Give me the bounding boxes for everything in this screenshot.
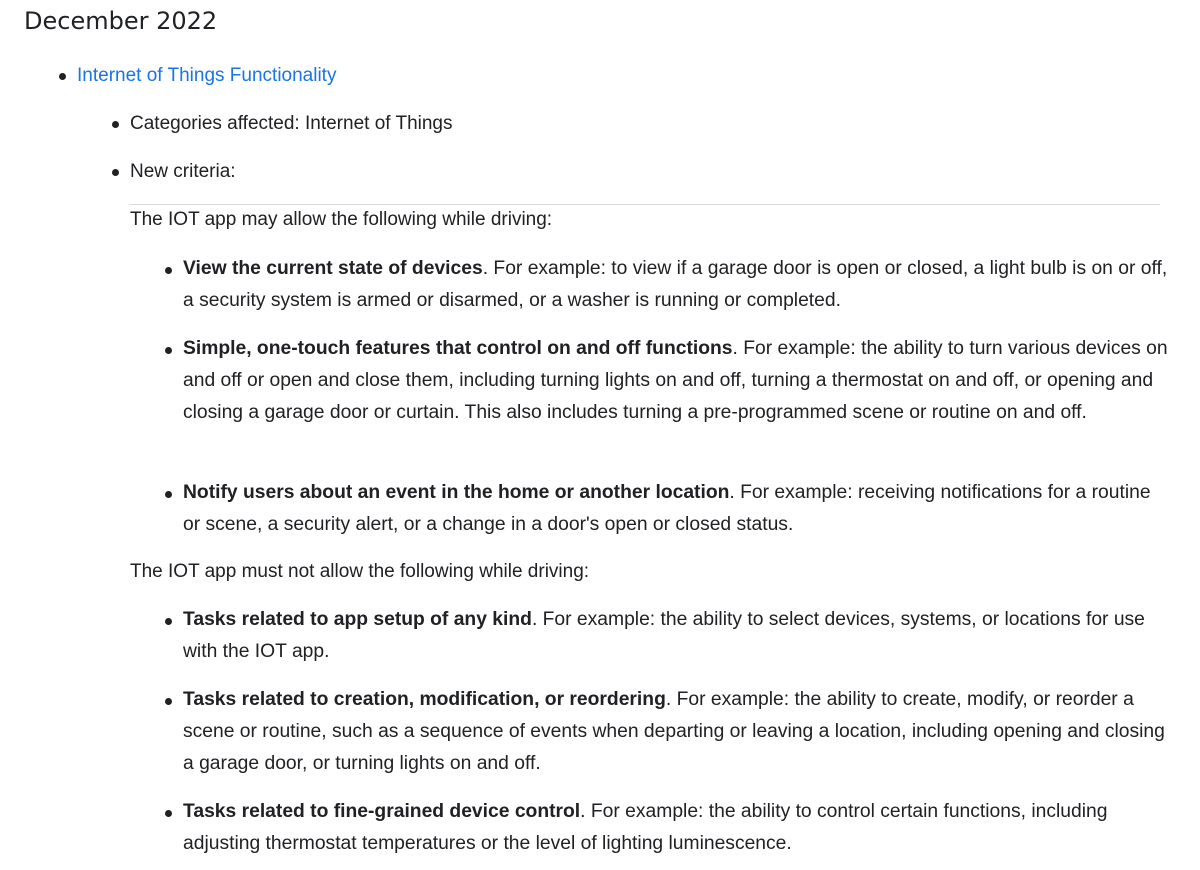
section-divider — [129, 204, 1160, 205]
disallowed-item — [183, 796, 1168, 860]
bullet-icon — [165, 810, 172, 817]
bullet-icon — [112, 169, 119, 176]
allowed-item — [183, 253, 1168, 317]
bullet-icon — [165, 347, 172, 354]
allowed-item-text: . For example: the ability to turn various devices on and off or open and close them, including turning lights on and off, turning a thermostat on and off, or opening and closing a garage door or curtain. This also includes turning a pre-programmed scene or routine on and off. — [183, 338, 1168, 423]
bullet-icon — [165, 618, 172, 625]
categories-affected-text: Categories affected: Internet of Things — [130, 113, 453, 134]
allowed-item-title: Notify users about an event in the home or another location — [183, 482, 730, 503]
allowed-item — [183, 477, 1168, 541]
iot-functionality-link[interactable]: Internet of Things Functionality — [77, 65, 337, 86]
new-criteria-label: New criteria: — [130, 161, 236, 182]
disallowed-intro: The IOT app must not allow the following while driving: — [130, 561, 590, 582]
disallowed-item — [183, 604, 1168, 668]
bullet-icon — [165, 698, 172, 705]
disallowed-item — [183, 684, 1168, 780]
disallowed-item-title: Tasks related to fine-grained device control — [183, 801, 581, 822]
disallowed-item-text: . For example: the ability to control certain functions, including adjusting thermostat temperatures or the level of lighting luminescence. — [183, 801, 1108, 854]
disallowed-item-text: . For example: the ability to select devices, systems, or locations for use with the IOT app. — [183, 609, 1145, 662]
allowed-intro: The IOT app may allow the following while driving: — [130, 209, 553, 230]
bullet-icon — [165, 267, 172, 274]
page-heading: December 2022 — [24, 7, 218, 35]
disallowed-item-title: Tasks related to app setup of any kind — [183, 609, 532, 630]
bullet-icon — [59, 73, 66, 80]
allowed-item-title: View the current state of devices — [183, 258, 483, 279]
bullet-icon — [112, 121, 119, 128]
allowed-item-text: . For example: receiving notifications for a routine or scene, a security alert, or a change in a door's open or closed status. — [183, 482, 1151, 535]
disallowed-item-text: . For example: the ability to create, modify, or reorder a scene or routine, such as a sequence of events when departing or leaving a location, including opening and closing a garage door, or turning lights on and off. — [183, 689, 1165, 774]
disallowed-item-title: Tasks related to creation, modification, or reordering — [183, 689, 666, 710]
allowed-item — [183, 333, 1168, 429]
allowed-item-text: . For example: to view if a garage door is open or closed, a light bulb is on or off, a security system is armed or disarmed, or a washer is running or completed. — [183, 258, 1168, 311]
allowed-item-title: Simple, one-touch features that control on and off functions — [183, 338, 733, 359]
bullet-icon — [165, 491, 172, 498]
